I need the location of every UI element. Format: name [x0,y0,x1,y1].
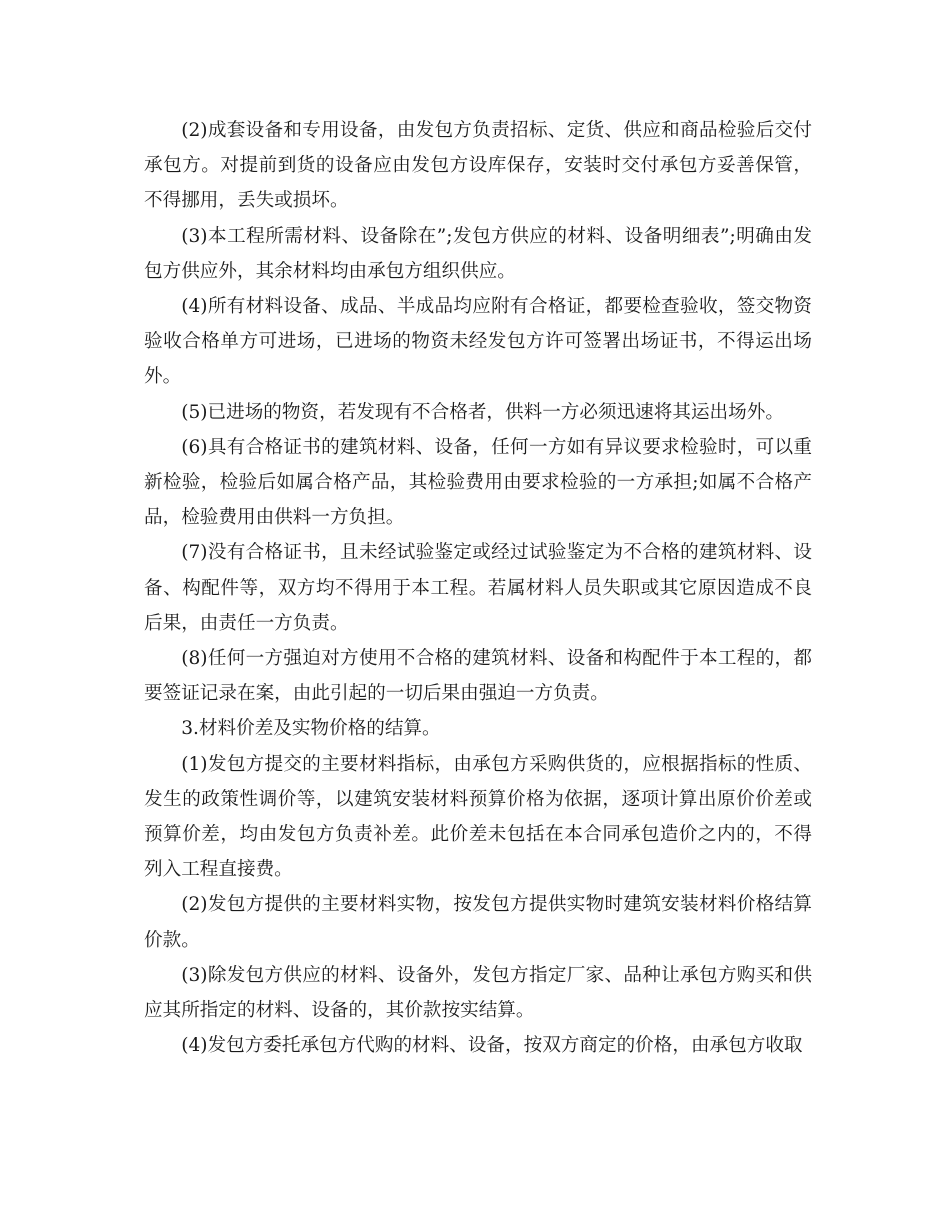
paragraph-price-difference: (1)发包方提交的主要材料指标，由承包方采购供货的，应根据指标的性质、发生的政策性调价等，以建筑安装材料预算价格为依据，逐项计算出原价价差或预算价差，均由发包方负责补差。此价差未包括在本合同承包造价之内的，不得列入工程直接费。 [144,753,812,881]
paragraph-nonconforming-removal: (5)已进场的物资，若发现有不合格者，供料一方必须迅速将其运出场外。 [181,401,784,423]
paragraph-no-certificate: (7)没有合格证书，且未经试验鉴定或经过试验鉴定为不合格的建筑材料、设备、构配件等，双方均不得用于本工程。若属材料人员失职或其它原因造成不良后果，由责任一方负责。 [144,542,812,634]
section-heading-price-settlement: 3.材料价差及实物价格的结算。 [181,718,441,740]
paragraph-material-supply: (3)本工程所需材料、设备除在”;发包方供应的材料、设备明细表”;明确由发包方供应外，其余材料均由承包方组织供应。 [144,225,812,282]
paragraph-proxy-purchase: (4)发包方委托承包方代购的材料、设备，按双方商定的价格，由承包方收取 [181,1035,803,1057]
paragraph-reinspection: (6)具有合格证书的建筑材料、设备，任何一方如有异议要求检验时，可以重新检验，检验后如属合格产品，其检验费用由要求检验的一方承担;如属不合格产品，检验费用由供料一方负担。 [144,436,812,529]
paragraph-forced-use: (8)任何一方强迫对方使用不合格的建筑材料、设备和构配件于本工程的，都要签证记录在案，由此引起的一切后果由强迫一方负责。 [144,648,812,705]
paragraph-certificate-inspection: (4)所有材料设备、成品、半成品均应附有合格证，都要检查验收，签交物资验收合格单方可进场，已进场的物资未经发包方许可签署出场证书，不得运出场外。 [144,296,812,388]
paragraph-designated-materials: (3)除发包方供应的材料、设备外，发包方指定厂家、品种让承包方购买和供应其所指定的材料、设备的，其价款按实结算。 [144,964,812,1022]
document-body [144,113,812,1063]
paragraph-owner-materials: (2)发包方提供的主要材料实物，按发包方提供实物时建筑安装材料价格结算价款。 [144,894,812,951]
paragraph-equipment-supply: (2)成套设备和专用设备，由发包方负责招标、定货、供应和商品检验后交付承包方。对提前到货的设备应由发包方设库保存，安装时交付承包方妥善保管，不得挪用，丢失或损坏。 [144,120,812,212]
